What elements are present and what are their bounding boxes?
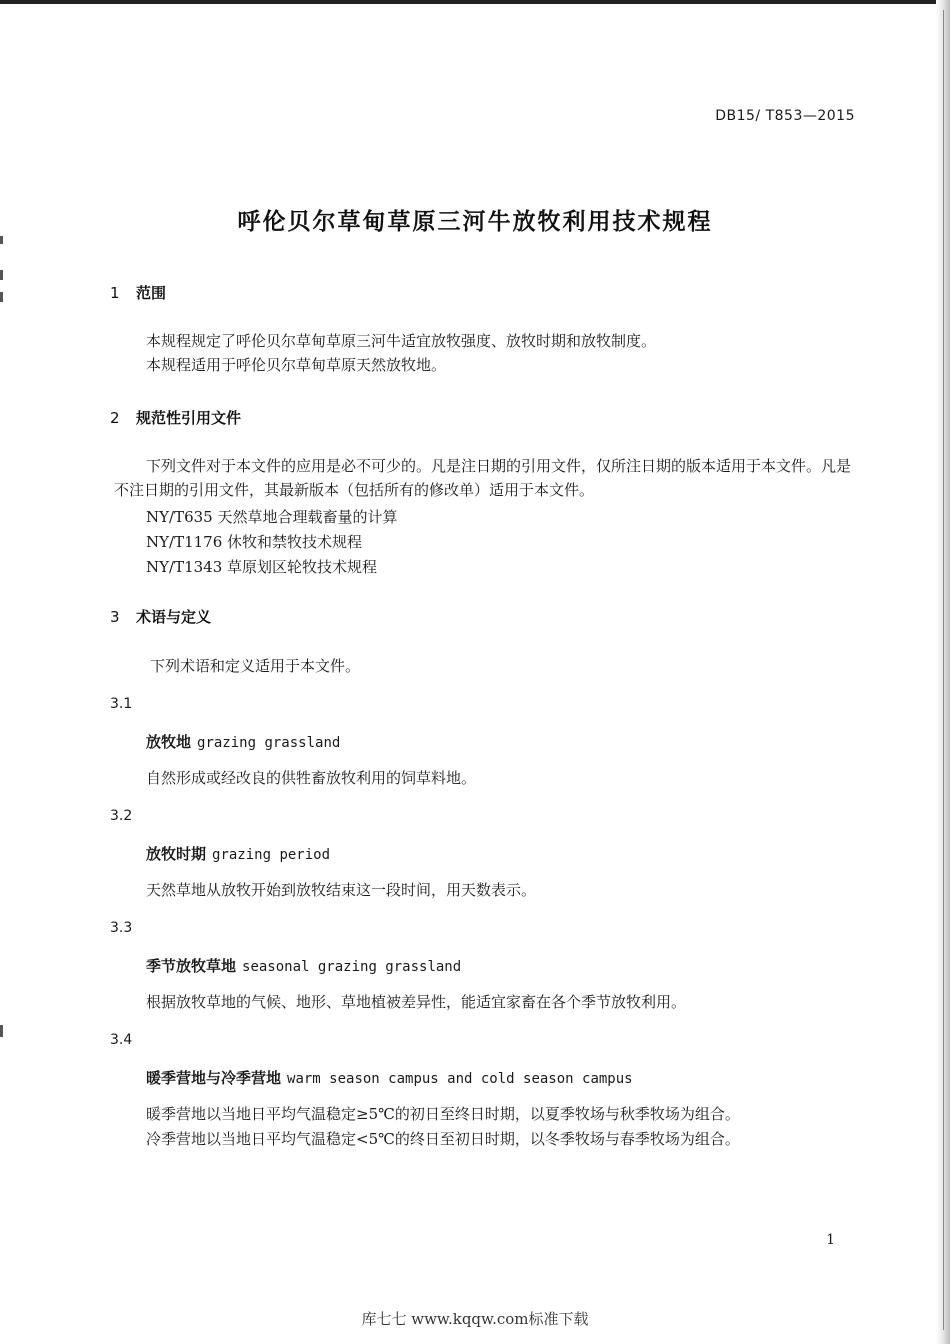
scan-left-mark xyxy=(0,1025,3,1037)
paragraph: 下列文件对于本文件的应用是必不可少的。凡是注日期的引用文件，仅所注日期的版本适用于本文件。凡是不注日期的引用文件，其最新版本（包括所有的修改单）适用于本文件。 xyxy=(114,457,852,499)
paragraph: 下列术语和定义适用于本文件。 xyxy=(150,657,361,675)
term-definition: 天然草地从放牧开始到放牧结束这一段时间，用天数表示。 xyxy=(146,881,537,899)
section-title: 规范性引用文件 xyxy=(136,409,242,427)
term-heading xyxy=(146,731,340,752)
section-heading-1 xyxy=(110,282,166,303)
scan-left-mark xyxy=(0,292,3,302)
section-number: 3 xyxy=(110,608,120,626)
term-en: seasonal grazing grassland xyxy=(242,959,462,975)
page-title: 呼伦贝尔草甸草原三河牛放牧利用技术规程 xyxy=(237,209,713,235)
section-title: 范围 xyxy=(136,284,167,302)
scan-left-mark xyxy=(0,236,3,244)
scan-top-edge xyxy=(0,0,950,4)
term-definition: 自然形成或经改良的供牲畜放牧利用的饲草料地。 xyxy=(146,769,477,787)
term-number: 3.3 xyxy=(110,920,133,936)
document-number: DB15/ T853—2015 xyxy=(715,108,855,124)
term-heading xyxy=(146,955,461,976)
paragraph: 本规程规定了呼伦贝尔草甸草原三河牛适宜放牧强度、放牧时期和放牧制度。 xyxy=(146,332,657,350)
term-heading xyxy=(146,1067,633,1088)
term-cn: 放牧地 xyxy=(146,733,192,751)
section-number: 2 xyxy=(110,409,120,427)
term-definition: 暖季营地以当地日平均气温稳定≥5℃的初日至终日时期，以夏季牧场与秋季牧场为组合。 xyxy=(146,1105,740,1123)
term-cn: 暖季营地与冷季营地 xyxy=(146,1069,282,1087)
reference-item: NY/T1343 草原划区轮牧技术规程 xyxy=(146,558,378,576)
term-en: grazing grassland xyxy=(197,735,341,751)
term-cn: 季节放牧草地 xyxy=(146,957,237,975)
term-heading xyxy=(146,843,330,864)
reference-item: NY/T635 天然草地合理载畜量的计算 xyxy=(146,508,398,526)
scan-left-mark xyxy=(0,270,3,280)
term-definition: 冷季营地以当地日平均气温稳定<5℃的终日至初日时期，以冬季牧场与春季牧场为组合。 xyxy=(146,1130,740,1148)
paragraph: 本规程适用于呼伦贝尔草甸草原天然放牧地。 xyxy=(146,356,447,374)
term-number: 3.1 xyxy=(110,696,133,712)
term-number: 3.4 xyxy=(110,1032,133,1048)
footer-watermark: 库七七 www.kqqw.com标准下载 xyxy=(361,1310,589,1328)
section-title: 术语与定义 xyxy=(136,608,212,626)
section-heading-3 xyxy=(110,606,211,627)
term-en: warm season campus and cold season campus xyxy=(287,1071,633,1087)
term-en: grazing period xyxy=(212,847,331,863)
page-number: 1 xyxy=(826,1232,835,1248)
section-number: 1 xyxy=(110,284,120,302)
section-heading-2 xyxy=(110,407,241,428)
term-number: 3.2 xyxy=(110,808,133,824)
reference-item: NY/T1176 休牧和禁牧技术规程 xyxy=(146,533,363,551)
term-cn: 放牧时期 xyxy=(146,845,207,863)
term-definition: 根据放牧草地的气候、地形、草地植被差异性，能适宜家畜在各个季节放牧利用。 xyxy=(146,993,687,1011)
